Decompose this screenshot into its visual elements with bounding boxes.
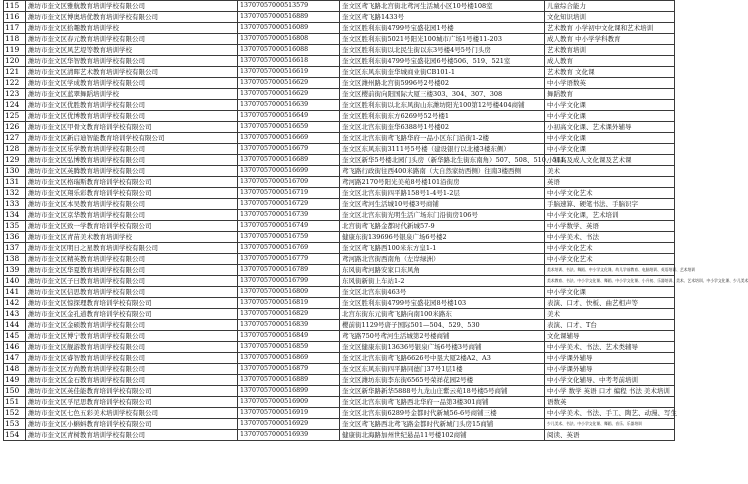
address-cell: 奎文区北宫东街6289号金都时代新城56-6号商铺三楼 [340,408,545,419]
row-number-cell: 149 [4,375,26,386]
institution-name-cell: 潍坊市奎文区睿智教育培训学校有限公司 [26,353,238,364]
row-number-cell: 117 [4,23,26,34]
license-number-cell: 13707057000516649 [238,111,340,122]
license-number-cell: 13707057000516619 [238,67,340,78]
table-row [4,111,675,122]
row-number-cell: 147 [4,353,26,364]
row-number-cell: 153 [4,419,26,430]
row-number-cell: 124 [4,100,26,111]
institution-name-cell: 潍坊市奎文区春元教育培训学校有限公司 [26,34,238,45]
license-number-cell: 13707057000516859 [238,342,340,353]
institution-name-cell: 潍坊市奎文区京华教育培训学校有限公司 [26,210,238,221]
table-row [4,12,675,23]
table-row [4,133,675,144]
row-number-cell: 146 [4,342,26,353]
institution-name-cell: 潍坊市奎文区明日之星教育培训学校有限公司 [26,243,238,254]
row-number-cell: 129 [4,155,26,166]
license-number-cell: 13707057000516889 [238,12,340,23]
row-number-cell: 151 [4,397,26,408]
institution-name-cell: 潍坊市奎文区致一学教育培训学校有限公司 [26,221,238,232]
address-cell: 奎文区北宫东街四平路158号1-4号1-2层 [340,188,545,199]
address-cell: 奎文区东风东街3111号5号楼（建设银行以北楼3楼东侧） [340,144,545,155]
training-scope-cell: 中小学文化课 [545,133,675,144]
roster-table-sheet [3,0,748,441]
row-number-cell: 152 [4,408,26,419]
institution-name-cell: 潍坊市奎文区孚尼思教育培训学校有限公司 [26,397,238,408]
license-number-cell: 13707057000516699 [238,166,340,177]
training-scope-cell: 英语 [545,177,675,188]
table-row [4,177,675,188]
row-number-cell: 119 [4,45,26,56]
institution-name-cell: 潍坊市奎文区青苗美术教育培训学校 [26,232,238,243]
institution-name-cell: 潍坊市奎文区新启迪智能教育培训学校有限公司 [26,133,238,144]
institution-name-cell: 潍坊市奎文区英腾教育培训学校有限公司 [26,166,238,177]
training-scope-cell: 成人教育 中小学学科教育 [545,34,675,45]
address-cell: 奎文区北宫东街光明生活广场东门沿街房106号 [340,210,545,221]
training-scope-cell: 中小学 数学 英语 口才 编程 书法 美术培训 [545,386,675,397]
training-scope-cell: 成人教育 [545,56,675,67]
row-number-cell: 123 [4,89,26,100]
address-cell: 奎文区鸢飞路西北鸢飞路金都时代新城门头房15商铺 [340,419,545,430]
institution-name-cell: 潍坊市奎文区金石教育培训学校有限公司 [26,375,238,386]
row-number-cell: 136 [4,232,26,243]
address-cell: 奎文区鸢飞路1433号 [340,12,545,23]
institution-name-cell: 潍坊市奎文区学成教育培训学校有限公司 [26,78,238,89]
row-number-cell: 130 [4,166,26,177]
training-scope-cell: 文化知识培训 [545,12,675,23]
license-number-cell: 13707057000516869 [238,353,340,364]
address-cell: 奎文区胜利东街东方6269号52号楼1 [340,111,545,122]
address-cell: 奎文区东风东街四平路同德门37号1层1楼 [340,364,545,375]
institution-name-cell: 潍坊市奎文区英佳能教育培训学校有限公司 [26,386,238,397]
training-scope-cell: 中小学课外辅导 [545,364,675,375]
training-scope-cell: 艺术教育 小学初中文化课和艺术培训 [545,23,675,34]
address-cell: 奎文区北宫东街鸢飞路华府一品小区东门沿街1-2楼 [340,133,545,144]
address-cell: 奎文区胜利东街以北民生街以东3号楼4号5号门头房 [340,45,545,56]
license-number-cell: 13707057000516829 [238,309,340,320]
row-number-cell: 127 [4,133,26,144]
license-number-cell: 13707057000516749 [238,221,340,232]
table-row [4,100,675,111]
table-row [4,375,675,386]
license-number-cell: 13707057000516659 [238,122,340,133]
institution-name-cell: 潍坊市奎文区精英教育培训学校有限公司 [26,254,238,265]
training-scope-cell: 中小学美术、书法、手工、陶艺、动漫、写生 [545,408,675,419]
institution-name-cell: 潍坊市奎文区拾趣教育培训学校 [26,23,238,34]
row-number-cell: 143 [4,309,26,320]
license-number-cell: 13707057000516799 [238,276,340,287]
institution-name-cell: 潍坊市奎文区方尚教育培训学校有限公司 [26,364,238,375]
license-number-cell: 13707057000516819 [238,298,340,309]
table-row [4,45,675,56]
license-number-cell: 13707057000516808 [238,34,340,45]
training-scope-cell: 舞蹈教育 [545,89,675,100]
address-cell: 北宫街鸢飞路金都时代新城57-9 [340,221,545,232]
training-scope-cell: 语数英 [545,397,675,408]
table-row [4,232,675,243]
row-number-cell: 145 [4,331,26,342]
training-scope-cell: 手脑速算、硬笔书法、手脑识字 [545,199,675,210]
table-row [4,122,675,133]
institution-name-cell: 潍坊市奎文区华夏教育培训学校有限公司 [26,265,238,276]
address-cell: 北宫东街东元街鸢飞路向南100米路东 [340,309,545,320]
license-number-cell: 13707057000516629 [238,89,340,100]
address-cell: 奎文区胜利东街4799号宝盛花园8号楼103 [340,298,545,309]
institution-name-cell: 潍坊市奎文区子曰教育培训学校有限公司 [26,276,238,287]
address-cell: 奎文区新华路新华5888号九龙山庄紫云苑18号楼5号商铺 [340,386,545,397]
row-number-cell: 135 [4,221,26,232]
address-cell: 奎文区胜利东街4799号宝盛花园6号楼506、519、521室 [340,56,545,67]
training-scope-cell: 美术 [545,309,675,320]
row-number-cell: 150 [4,386,26,397]
training-scope-cell: 中小学文化艺术 [545,243,675,254]
address-cell: 奎文区鸢河生活城10号楼3号商铺 [340,199,545,210]
table-row [4,265,675,276]
table-row [4,397,675,408]
table-row [4,386,675,397]
institution-name-cell: 潍坊市奎文区惊探理教育培训学校有限公司 [26,298,238,309]
training-scope-cell: 中小学文化课 [545,287,675,298]
table-row [4,1,675,12]
training-scope-cell: 中小学文化课，艺术培训 [545,210,675,221]
training-scope-cell: 中小学语数英 [545,78,675,89]
license-number-cell: 13707057000516719 [238,188,340,199]
address-cell: 奎文区樱前街向阳国际大厦三楼303、304、307、308 [340,89,545,100]
institution-name-cell: 潍坊市奎文区清晖艺术教育培训学校有限公司 [26,67,238,78]
row-number-cell: 140 [4,276,26,287]
institution-name-cell: 潍坊市奎文区金孔道教育培训学校有限公司 [26,309,238,320]
address-cell: 奎文区胜利东街5021号阳光100城市广场1号楼11-203 [340,34,545,45]
table-row [4,331,675,342]
training-scope-cell: 艺术教育 文化课 [545,67,675,78]
training-scope-cell: 美术 [545,166,675,177]
table-row [4,56,675,67]
address-cell: 奎文区鸢飞路西100米东方皇1-1 [340,243,545,254]
address-cell: 奎文区胜利东街4799号宝盛花园1号楼 [340,23,545,34]
table-row [4,78,675,89]
row-number-cell: 115 [4,1,26,12]
table-row [4,243,675,254]
training-scope-cell: 少儿美术、书法、中小学文化课、舞蹈、音乐、乐器培训 [545,419,675,430]
institution-name-cell: 潍坊市奎文区弘博教育培训学校有限公司 [26,155,238,166]
training-scope-cell: 小初高文化课、艺术课外辅导 [545,122,675,133]
license-number-cell: 13707057000516839 [238,320,340,331]
institution-name-cell: 潍坊市奎文区风艺堤等教育培训学校 [26,45,238,56]
institution-name-cell: 潍坊市奎文区本吴教育培训学校有限公司 [26,199,238,210]
training-scope-cell: 小初高及成人文化课及艺术课 [545,155,675,166]
institution-name-cell: 潍坊市奎文区格瑞斯教育培训学校有限公司 [26,177,238,188]
row-number-cell: 116 [4,12,26,23]
institution-name-cell: 潍坊市奎文区小蝌蚪教育培训学校有限公司 [26,419,238,430]
row-number-cell: 132 [4,188,26,199]
training-scope-cell: 表演、口才、快板、曲艺相声等 [545,298,675,309]
license-number-cell: 13707057000516639 [238,100,340,111]
license-number-cell: 13707057000516879 [238,364,340,375]
institution-name-cell: 潍坊市奎文区乐学教育培训学校有限公司 [26,144,238,155]
address-cell: 鸢飞路750号鸢河生活城第2号楼商铺 [340,331,545,342]
training-scope-cell: 表演、口才、T台 [545,320,675,331]
row-number-cell: 134 [4,210,26,221]
address-cell: 奎文区东风东街奎华城商业街CB101-1 [340,67,545,78]
training-scope-cell: 中小学文化艺术 [545,254,675,265]
institution-name-cell: 潍坊市奎文区雅航教育培训学校有限公司 [26,1,238,12]
license-number-cell: 13707057000516709 [238,177,340,188]
address-cell: 奎文区北宫东街奎华6388号1号楼02 [340,122,545,133]
table-row [4,188,675,199]
institution-name-cell: 潍坊市奎文区蓝翠舞蹈培训学校 [26,89,238,100]
institution-name-cell: 潍坊市奎文区博宁教育培训学校有限公司 [26,331,238,342]
table-row [4,155,675,166]
row-number-cell: 139 [4,265,26,276]
table-row [4,210,675,221]
license-number-cell: 13707057000516779 [238,254,340,265]
institution-name-cell: 潍坊市奎文区优胜教育培训学校有限公司 [26,100,238,111]
address-cell: 奎文区北宫东街463号 [340,287,545,298]
table-row [4,287,675,298]
training-scope-cell: 中小学文化艺术 [545,188,675,199]
address-cell: 奎文区胜利东街以北东风街山东潍坊阳光100第12号楼404商铺 [340,100,545,111]
training-scope-cell: 中小学课外辅导 [545,353,675,364]
address-cell: 奎文区鸢飞路北宫街北鸢河生活城小区10号楼108室 [340,1,545,12]
training-scope-cell: 阅读、英语 [545,430,675,441]
roster-table [3,0,748,441]
address-cell: 奎文区北宫东街鸢飞路西北华府一品第3楼301商铺 [340,397,545,408]
table-row [4,144,675,155]
training-scope-cell: 儿童综合能力 [545,1,675,12]
institution-name-cell: 潍坊市奎文区优博教育培训学校有限公司 [26,111,238,122]
row-number-cell: 118 [4,34,26,45]
table-row [4,221,675,232]
table-row [4,320,675,331]
row-number-cell: 120 [4,56,26,67]
address-cell: 奎文区北宫东街鸢飞路6626号中垦大厦2楼A2、A3 [340,353,545,364]
institution-name-cell: 潍坊市奎文区甲骨文教育培训学校有限公司 [26,122,238,133]
table-row [4,254,675,265]
address-cell: 奎文区潍州路北宫街5996号2号楼02 [340,78,545,89]
license-number-cell: 13707057000516759 [238,232,340,243]
institution-name-cell: 潍坊市奎文区翔乐彩教育培训学校有限公司 [26,188,238,199]
institution-name-cell: 潍坊市奎文区七色五彩美术培训学校有限公司 [26,408,238,419]
license-number-cell: 13707057000516889 [238,375,340,386]
institution-name-cell: 潍坊市奎文区博奥培优教育培训学校有限公司 [26,12,238,23]
row-number-cell: 128 [4,144,26,155]
institution-name-cell: 潍坊市奎文区华智教育培训学校有限公司 [26,56,238,67]
training-scope-cell: 中小学数学、英语 [545,221,675,232]
license-number-cell: 13707057000516939 [238,430,340,441]
table-row [4,353,675,364]
table-row [4,67,675,78]
table-row [4,89,675,100]
row-number-cell: 138 [4,254,26,265]
license-number-cell: 13707057000516629 [238,78,340,89]
address-cell: 奎文区新华5号楼北园门头房（新华路北生街东南角）507、508、510、511 [340,155,545,166]
license-number-cell: 13707057000516679 [238,144,340,155]
address-cell: 健康东街139696号银泉广场6号楼2 [340,232,545,243]
training-scope-cell: 中小学美术、书法、艺术类辅导 [545,342,675,353]
table-row [4,309,675,320]
training-scope-cell: 中小学文化课 [545,100,675,111]
training-scope-cell: 艺术教育培训 [545,45,675,56]
license-number-cell: 13707057000516899 [238,386,340,397]
license-number-cell: 13707057000516689 [238,155,340,166]
license-number-cell: 13707057000516089 [238,23,340,34]
license-number-cell: 13707057000516849 [238,331,340,342]
table-row [4,166,675,177]
license-number-cell: 13707057000516618 [238,56,340,67]
training-scope-cell: 中小学文化课 [545,144,675,155]
row-number-cell: 122 [4,78,26,89]
table-row [4,430,675,441]
license-number-cell: 13707057000516088 [238,45,340,56]
training-scope-cell: 中小学文化辅导、中考考前培训 [545,375,675,386]
row-number-cell: 131 [4,177,26,188]
license-number-cell: 13707057000516809 [238,287,340,298]
row-number-cell: 148 [4,364,26,375]
address-cell: 鸢飞路行政街往西400米路南（大自然家纺西侧）往南3楼西侧 [340,166,545,177]
row-number-cell: 142 [4,298,26,309]
training-scope-cell: 文化课辅导 [545,331,675,342]
address-cell: 鸢河路2170号阳光美苑8号楼101沿街房 [340,177,545,188]
training-scope-cell: 中小学文化课 [545,111,675,122]
license-number-cell: 13707057000516669 [238,133,340,144]
license-number-cell: 13707057000516789 [238,265,340,276]
table-row [4,364,675,375]
license-number-cell: 13707057000513579 [238,1,340,12]
address-cell: 鸢河路北宫街西南角（左岸绿洲） [340,254,545,265]
license-number-cell: 13707057000516739 [238,210,340,221]
roster-table-body [4,1,748,441]
institution-name-cell: 潍坊市奎文区青树教育培训学校有限公司 [26,430,238,441]
row-number-cell: 121 [4,67,26,78]
row-number-cell: 141 [4,287,26,298]
table-row [4,419,675,430]
training-scope-cell: 美术培训、书法、舞蹈、中小学文化课、幼儿学前教育、电脑培训、英语培训、艺术培训 [545,265,675,276]
license-number-cell: 13707057000516919 [238,408,340,419]
address-cell: 健康街北海路加州世纪悬品11号楼102商铺 [340,430,545,441]
address-cell: 东风街新街上车站1-2 [340,276,545,287]
training-scope-cell: 中小学美术、书法 [545,232,675,243]
row-number-cell: 126 [4,122,26,133]
table-row [4,199,675,210]
institution-name-cell: 潍坊市奎文区舰游教育培训学校有限公司 [26,342,238,353]
training-scope-cell: 美术教育、书法、中小学文化课、舞蹈、中小学文化课、小升初、乐器培训、美术、艺术培训、中小学文化课、少儿美术 [545,276,675,287]
table-row [4,34,675,45]
row-number-cell: 144 [4,320,26,331]
address-cell: 东风街鸢河路安家口东风角 [340,265,545,276]
table-row [4,408,675,419]
row-number-cell: 125 [4,111,26,122]
table-row [4,342,675,353]
address-cell: 奎文区健康东街13636号银泉广场6号楼3号商铺 [340,342,545,353]
institution-name-cell: 潍坊市奎文区金硕教育培训学校有限公司 [26,320,238,331]
row-number-cell: 133 [4,199,26,210]
institution-name-cell: 潍坊市奎文区信思教育培训学校有限公司 [26,287,238,298]
table-row [4,298,675,309]
table-row [4,23,675,34]
license-number-cell: 13707057000516769 [238,243,340,254]
license-number-cell: 13707057000516909 [238,397,340,408]
table-row [4,276,675,287]
address-cell: 樱前街1129号唐子国际501—504、529、530 [340,320,545,331]
license-number-cell: 13707057000516929 [238,419,340,430]
row-number-cell: 137 [4,243,26,254]
address-cell: 奎文区潍坊东街李东街6565号荣祥花园2号楼 [340,375,545,386]
row-number-cell: 154 [4,430,26,441]
license-number-cell: 13707057000516729 [238,199,340,210]
